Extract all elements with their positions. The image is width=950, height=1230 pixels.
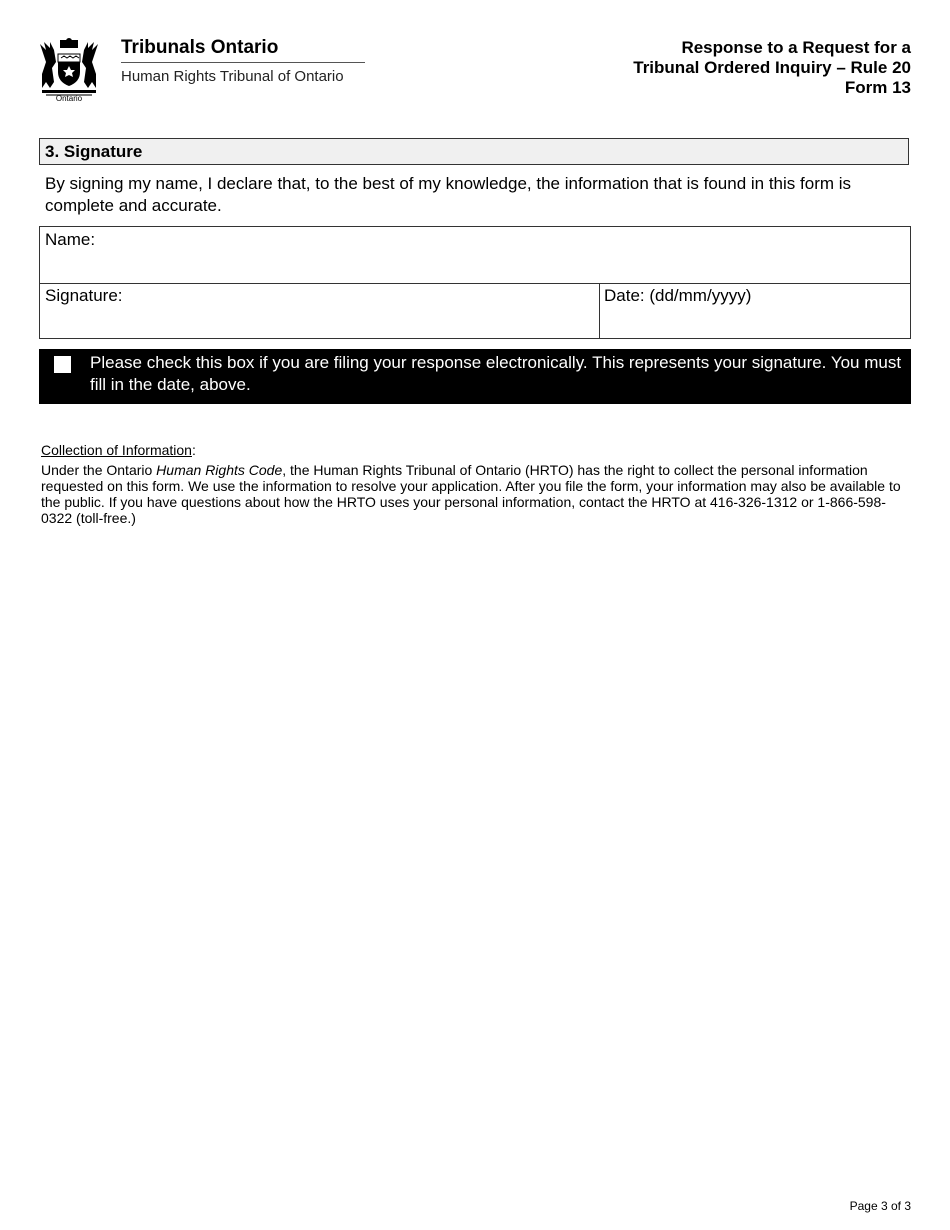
org-name: Tribunals Ontario [121, 37, 279, 58]
logo-caption: Ontario [55, 94, 83, 103]
signature-field[interactable] [40, 283, 600, 338]
name-field[interactable] [40, 227, 910, 284]
page-number: Page 3 of 3 [849, 1199, 911, 1213]
collection-heading-text: Collection of Information [41, 442, 192, 458]
signature-table [39, 226, 911, 339]
ontario-coat-of-arms-icon [36, 38, 102, 104]
collection-body [41, 462, 911, 526]
section-number: 3. [45, 142, 60, 161]
form-title-line2: Tribunal Ordered Inquiry – Rule 20 [633, 58, 911, 77]
form-number: Form 13 [844, 78, 911, 97]
collection-body-part2: , the Human Rights Tribunal of Ontario (HRTO) has the right to collect the personal information requested on this form. We use the information to resolve your application. After you file the form, your information may also be available to the public. If you have questions about how the HRTO uses your personal information, contact the HRTO at 416-326-1312 or 1-866-598-0322 (toll-free.) [41, 462, 901, 526]
signature-label: Signature: [45, 286, 123, 305]
electronic-filing-text: Please check this box if you are filing your response electronically. This represents your signature. You must fill in the date, above. [90, 353, 902, 394]
collection-heading-colon: : [191, 442, 196, 458]
header-divider [121, 62, 365, 63]
electronic-filing-bar [39, 349, 911, 404]
date-field[interactable] [599, 283, 910, 338]
form-title [551, 38, 911, 98]
collection-body-part1: Under the Ontario [41, 462, 157, 478]
declaration-text: By signing my name, I declare that, to the best of my knowledge, the information that is found in this form is complete and accurate. [45, 174, 852, 215]
section-header [39, 138, 909, 165]
org-subtitle: Human Rights Tribunal of Ontario [121, 68, 344, 85]
name-label: Name: [45, 230, 96, 249]
section-title: Signature [63, 142, 143, 161]
date-label: Date: (dd/mm/yyyy) [604, 286, 752, 305]
collection-heading [41, 442, 196, 458]
form-title-line1: Response to a Request for a [681, 38, 911, 57]
electronic-filing-checkbox[interactable] [54, 356, 71, 373]
collection-body-code: Human Rights Code [156, 462, 283, 478]
